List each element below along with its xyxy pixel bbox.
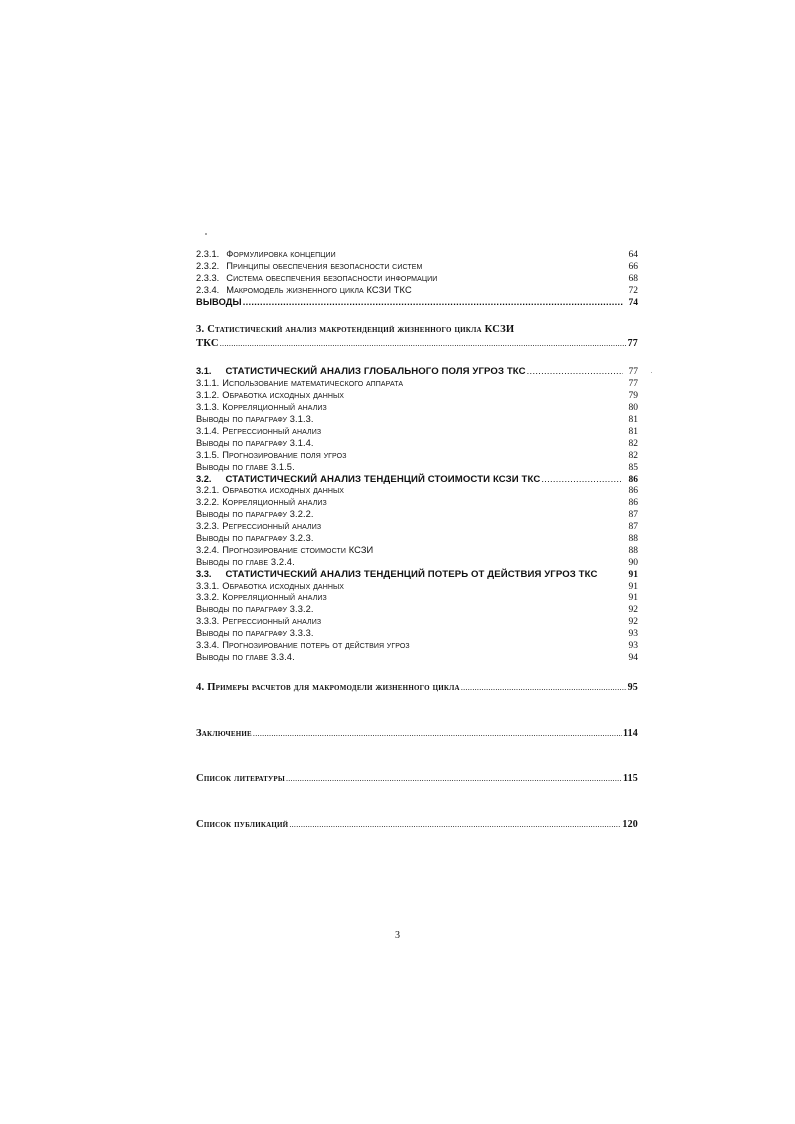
toc-entry-page: 72 <box>628 285 638 296</box>
toc-entry-page: 94 <box>628 652 638 663</box>
toc-entry-title: Прогнозирование поля угроз <box>222 449 347 460</box>
toc-entry-num: 2.3.4. <box>196 284 220 295</box>
toc-3-1-entry <box>196 402 638 414</box>
toc-entry-num: 3.3.1. <box>196 580 220 591</box>
toc-entry-page: 81 <box>628 415 638 426</box>
page-number: 3 <box>395 930 400 941</box>
conclusion-title: Заключение <box>196 728 252 739</box>
toc-chapter2-items <box>196 249 638 297</box>
toc-section-title: СТАТИСТИЧЕСКИЙ АНАЛИЗ ТЕНДЕНЦИЙ СТОИМОСТИ КСЗИ ТКС <box>225 473 541 485</box>
toc-entry-title: Обработка исходных данных <box>222 485 345 496</box>
toc-leader-dots <box>461 681 627 695</box>
toc-3-2-entry <box>196 545 638 557</box>
toc-entry-page: 86 <box>628 486 638 497</box>
toc-leader-dots <box>541 474 623 486</box>
toc-entry-conclusions-ch2 <box>196 297 638 309</box>
toc-section-num: 3.1. <box>196 366 212 376</box>
toc-entry-num: 3.1.1. <box>196 378 220 389</box>
toc-entry-title: Формулировка концепции <box>226 249 336 259</box>
toc-section-3-1 <box>196 366 638 378</box>
toc-section-3-3 <box>196 569 638 581</box>
toc-section-page: 86 <box>628 474 638 485</box>
toc-entry-title: Выводы по главе 3.3.4. <box>196 651 295 662</box>
toc-entry-num: 3.2.3. <box>196 521 220 532</box>
toc-entry-title: Использование математического аппарата <box>222 378 404 389</box>
chapter3-page: 77 <box>627 338 638 349</box>
toc-entry-title: Обработка исходных данных <box>222 580 345 591</box>
toc-chapter3-heading <box>196 323 638 351</box>
toc-section-num: 3.2. <box>196 473 212 484</box>
toc-3-3-entry <box>196 628 638 640</box>
toc-entry-title: Выводы по параграфу 3.3.3. <box>196 628 314 639</box>
toc-entry-page: 87 <box>628 510 638 521</box>
toc-entry-page: 93 <box>628 640 638 651</box>
toc-entry-title: Макромодель жизненного цикла КСЗИ ТКС <box>226 284 412 295</box>
toc-entry-title: Регрессионный анализ <box>222 521 322 532</box>
toc-entry-title: Система обеспечения безопасности информации <box>226 272 438 283</box>
toc-entry-title: Прогнозирование стоимости КСЗИ <box>222 544 374 555</box>
toc-ch2-entry <box>196 261 638 273</box>
toc-entry-num: 2.3.1. <box>196 249 220 259</box>
publications-page: 120 <box>622 819 638 830</box>
toc-leader-dots <box>289 818 621 832</box>
toc-3-1-entry <box>196 414 638 426</box>
toc-leader-dots <box>286 772 622 786</box>
toc-entry-title: Выводы по параграфу 3.1.3. <box>196 414 314 425</box>
toc-ch2-entry <box>196 249 638 261</box>
toc-entry-num: 2.3.3. <box>196 272 220 283</box>
toc-entry-page: 80 <box>628 403 638 414</box>
toc-leader-dots <box>243 297 623 309</box>
toc-entry-page: 91 <box>628 593 638 604</box>
toc-entry-page: 88 <box>628 545 638 556</box>
toc-entry-page: 88 <box>628 533 638 544</box>
toc-entry-title: Прогнозирование потерь от действия угроз <box>222 639 410 650</box>
toc-ch2-entry <box>196 273 638 285</box>
toc-leader-dots <box>220 337 627 351</box>
toc-3-3-entry <box>196 592 638 604</box>
chapter3-title-line2-row <box>196 337 638 351</box>
toc-section-title: СТАТИСТИЧЕСКИЙ АНАЛИЗ ГЛОБАЛЬНОГО ПОЛЯ УГРОЗ ТКС <box>225 366 526 377</box>
toc-entry-title: Обработка исходных данных <box>222 390 345 401</box>
toc-entry-title: Выводы по параграфу 3.2.2. <box>196 509 314 520</box>
toc-chapter4 <box>196 681 638 695</box>
toc-entry-num: 3.1.5. <box>196 449 220 460</box>
references-page: 115 <box>622 773 638 784</box>
toc-entry-num: 3.3.2. <box>196 592 220 603</box>
toc-entry-page: 82 <box>628 438 638 449</box>
toc-entry-num: 3.3.3. <box>196 616 220 627</box>
toc-entry-page: 77 <box>628 379 638 390</box>
toc-entry-page: 66 <box>628 261 638 272</box>
toc-entry-page: 92 <box>628 605 638 616</box>
chapter3-title-line2: ТКС <box>196 338 219 349</box>
toc-entry-page: 92 <box>628 617 638 628</box>
publications-title: Список публикаций <box>196 819 289 830</box>
toc-3-1-entry <box>196 426 638 438</box>
toc-section-title: СТАТИСТИЧЕСКИЙ АНАЛИЗ ТЕНДЕНЦИЙ ПОТЕРЬ ОТ ДЕЙСТВИЯ УГРОЗ ТКС <box>225 568 598 580</box>
toc-ch2-entry <box>196 285 638 297</box>
toc-references <box>196 772 638 786</box>
toc-3-1-entry <box>196 462 638 474</box>
toc-entry-page: 86 <box>628 498 638 509</box>
toc-entry-num: 3.1.2. <box>196 390 220 401</box>
toc-section-3-2 <box>196 474 638 486</box>
toc-3-1-entry <box>196 390 638 402</box>
conclusion-page: 114 <box>622 728 638 739</box>
toc-entry-title: Корреляционный анализ <box>222 402 327 413</box>
toc-3-3-entry <box>196 652 638 664</box>
toc-3-2-entry <box>196 497 638 509</box>
toc-entry-title: Регрессионный анализ <box>222 425 322 436</box>
toc-entry-page: 68 <box>628 273 638 284</box>
toc-entry-page: 85 <box>628 462 638 473</box>
toc-entry-page: 90 <box>628 557 638 568</box>
toc-entry-title: Корреляционный анализ <box>222 592 327 603</box>
toc-section-num: 3.3. <box>196 568 212 579</box>
toc-3-3-entry <box>196 604 638 616</box>
toc-section-page: 91 <box>628 569 638 580</box>
toc-entry-num: 3.3.4. <box>196 639 220 650</box>
toc-entry-title: Выводы по параграфу 3.1.4. <box>196 437 314 448</box>
toc-3-1-entry <box>196 450 638 462</box>
chapter4-page: 95 <box>627 682 638 693</box>
toc-entry-page: 93 <box>628 629 638 640</box>
toc-entry-page: 81 <box>628 426 638 437</box>
toc-entry-page: 87 <box>628 522 638 533</box>
toc-section-3-3-items <box>196 581 638 664</box>
toc-leader-dots <box>253 727 622 741</box>
chapter3-title-line1: 3. Статистический анализ макротенденций жизненного цикла КСЗИ <box>196 324 515 335</box>
toc-entry-page: 82 <box>628 450 638 461</box>
toc-publications <box>196 818 638 832</box>
toc-3-3-entry <box>196 616 638 628</box>
toc-section-3-2-items <box>196 485 638 568</box>
toc-entry-page: 74 <box>628 297 638 308</box>
toc-3-3-entry <box>196 581 638 593</box>
toc-entry-title: Выводы по главе 3.1.5. <box>196 461 295 472</box>
toc-3-3-entry <box>196 640 638 652</box>
toc-entry-num: 3.1.3. <box>196 402 220 413</box>
toc-entry-page: 64 <box>628 250 638 260</box>
toc-entry-title: Выводы по параграфу 3.2.3. <box>196 532 314 543</box>
toc-3-1-entry <box>196 378 638 390</box>
toc-entry-num: 3.2.4. <box>196 544 220 555</box>
chapter4-title: 4. Примеры расчетов для макромодели жизненного цикла <box>196 682 460 693</box>
scan-speck <box>651 372 652 373</box>
toc-leader-dots <box>527 366 623 378</box>
toc-3-2-entry <box>196 521 638 533</box>
toc-3-2-entry <box>196 509 638 521</box>
toc-3-2-entry <box>196 485 638 497</box>
toc-entry-title: Принципы обеспечения безопасности систем <box>226 260 423 271</box>
toc-entry-title: Корреляционный анализ <box>222 497 327 508</box>
toc-3-1-entry <box>196 438 638 450</box>
toc-3-2-entry <box>196 533 638 545</box>
toc-3-2-entry <box>196 557 638 569</box>
toc-section-page: 77 <box>628 367 638 377</box>
toc-conclusion <box>196 727 638 741</box>
toc-entry-num: 3.2.1. <box>196 485 220 496</box>
toc-entry-title: Регрессионный анализ <box>222 616 322 627</box>
toc-entry-title: ВЫВОДЫ <box>196 296 242 307</box>
toc-entry-page: 79 <box>628 391 638 402</box>
toc-entry-title: Выводы по главе 3.2.4. <box>196 556 295 567</box>
toc-chapter3-block <box>196 366 638 664</box>
references-title: Список литературы <box>196 773 285 784</box>
toc-section-3-1-items <box>196 378 638 473</box>
toc-entry-num: 2.3.2. <box>196 260 220 271</box>
scan-speck <box>205 233 207 235</box>
toc-upper-block <box>196 249 638 308</box>
toc-entry-num: 3.1.4. <box>196 425 220 436</box>
toc-entry-num: 3.2.2. <box>196 497 220 508</box>
toc-entry-page: 91 <box>628 581 638 592</box>
toc-entry-title: Выводы по параграфу 3.3.2. <box>196 604 314 615</box>
